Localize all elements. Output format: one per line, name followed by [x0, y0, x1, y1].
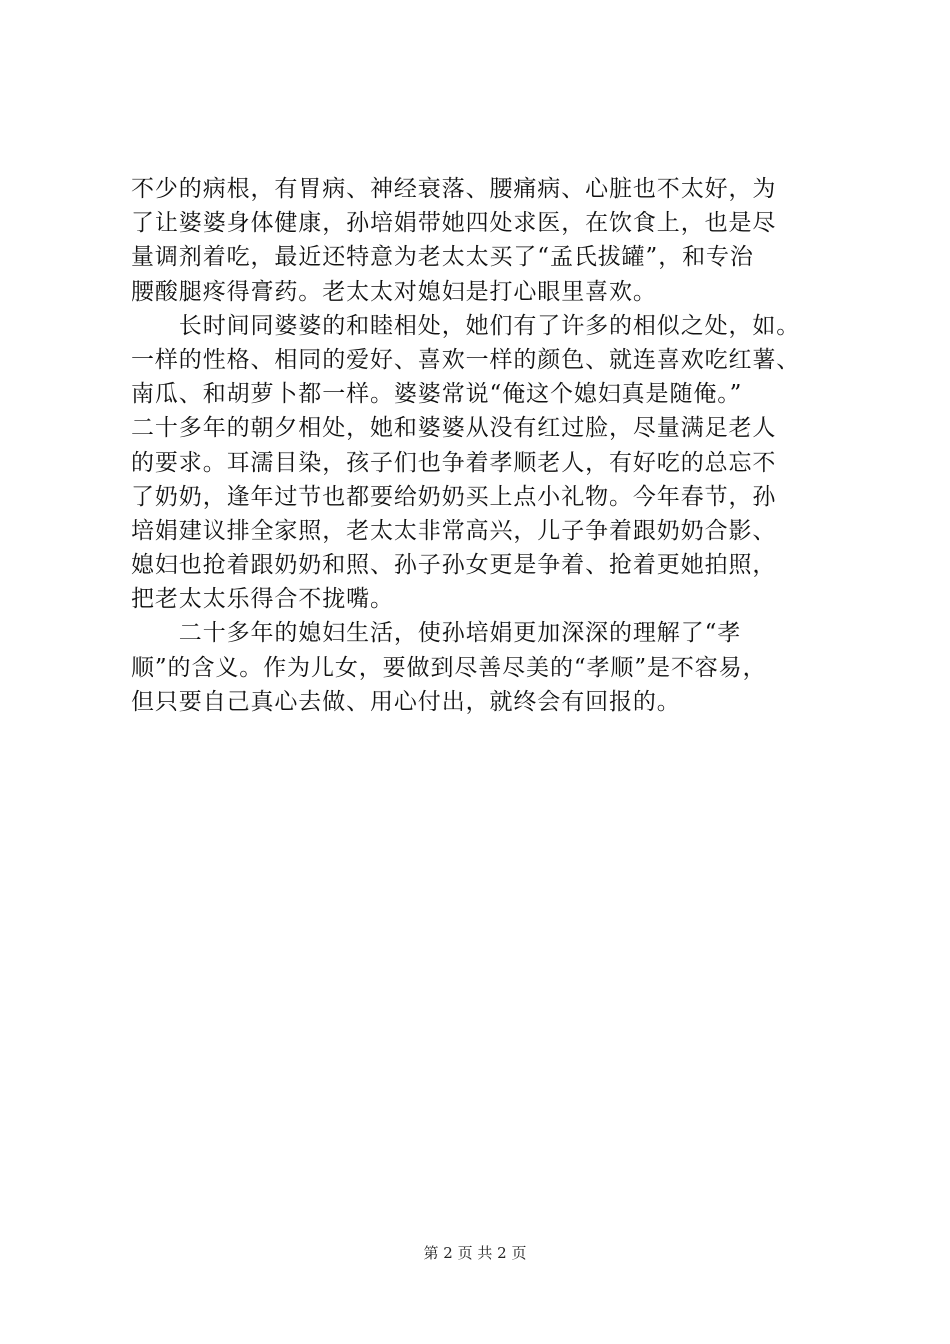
text-line: 了奶奶，逢年过节也都要给奶奶买上点小礼物。今年春节，孙 [131, 483, 777, 510]
text-line: 腰酸腿疼得膏药。老太太对媳妇是打心眼里喜欢。 [131, 278, 657, 305]
text-line: 二十多年的朝夕相处，她和婆婆从没有红过脸，尽量满足老人 [131, 415, 777, 442]
text-line: 不少的病根，有胃病、神经衰落、腰痛病、心脏也不太好，为 [131, 176, 777, 202]
text-line: 把老太太乐得合不拢嘴。 [131, 586, 394, 613]
text-line: 南瓜、和胡萝卜都一样。婆婆常说“俺这个媳妇真是随俺。” [131, 381, 743, 408]
text-line: 量调剂着吃，最近还特意为老太太买了“孟氏拔罐”，和专治 [131, 244, 754, 271]
text-line: 顺”的含义。作为儿女，要做到尽善尽美的“孝顺”是不容易， [131, 654, 767, 681]
text-line: 了让婆婆身体健康，孙培娟带她四处求医，在饮食上，也是尽 [131, 210, 777, 237]
text-line: 二十多年的媳妇生活，使孙培娟更加深深的理解了“孝 [131, 620, 742, 647]
text-line: 但只要自己真心去做、用心付出，就终会有回报的。 [131, 688, 681, 715]
text-line: 媳妇也抢着跟奶奶和照、孙子孙女更是争着、抢着更她拍照， [131, 552, 777, 579]
text-line: 长时间同婆婆的和睦相处，她们有了许多的相似之处，如。 [131, 312, 801, 339]
page-footer [0, 1243, 950, 1263]
text-line: 一样的性格、相同的爱好、喜欢一样的颜色、就连喜欢吃红薯、 [131, 346, 801, 373]
text-line: 培娟建议排全家照，老太太非常高兴，儿子争着跟奶奶合影、 [131, 517, 777, 544]
text-line: 的要求。耳濡目染，孩子们也争着孝顺老人，有好吃的总忘不 [131, 449, 777, 476]
page-indicator: 第 2 页 共 2 页 [423, 1244, 527, 1262]
body-text [131, 172, 861, 719]
